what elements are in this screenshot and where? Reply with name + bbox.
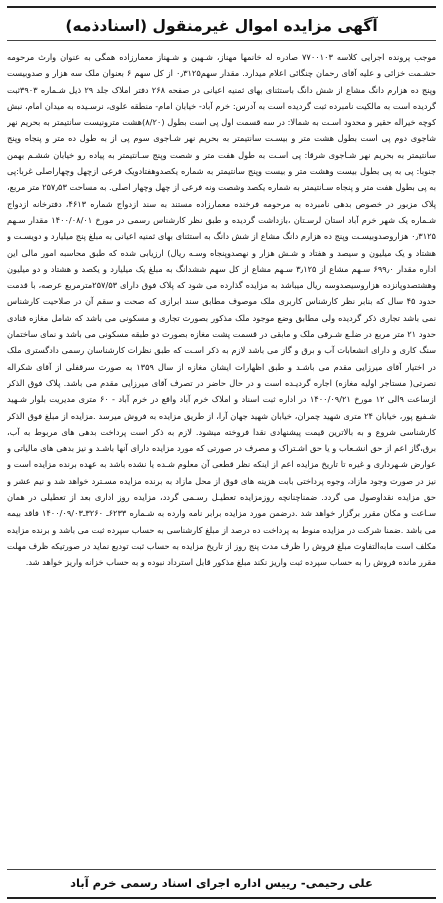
top-rule [7, 6, 436, 8]
notice-signature: علی رحیمی- رییس اداره اجرای اسناد رسمی خرم آباد [7, 869, 436, 895]
bottom-rule [7, 897, 436, 899]
notice-body [7, 49, 436, 865]
notice-body-text: موجب پرونده اجرایی کلاسه ۷۷۰۰۱۰۳ صادره له خانمها مهناز، شـهین و شـهناز معمارزاده همگی به عنوان وارث مرحومه حشـمت خزائی و علیه آقای رحمان چنگائی اعلام میدارد. مقدار سهم۰٫۳۱۲۵ از کل سهم ۶ بعنوان ملک سه هزار و صدوبیست وپنج ده هزارم دانگ مشاع از شش دانگ باستثنای بهای ثمنیه اعیانی در صفحه ۲۶۸ دفتر املاک جلد ۲۹ ذیل شـماره ۳۹۰۳ثبت گردیده است به مالکیت نامبرده ثبت گردیده است به آدرس: خرم آباد- خیابان امام- منطقه علوی، نرسـیده به میدان امام، نبش کوچه خیراله حقیر و محدود اسـت به شمالا: در سه قسمت اول پی است بطول (۸/۲۰)هشت مترونیست سانتیمتر به بحریم نهر شاجوی دوم پی است بطول هشت متر و بیسـت سانتیمتر به بحریم نهر شـاجوی سوم پی از به طول ده متر و پنجاه وپنج سانتیمتر به بحریم نهر شـاجوی شرقا: پی اسـت به طول هفت متر و شصت وپنج سـانتیمتر به پیاده رو خیابان ششـم بهمن جنوبا: پی به پی بطول بیست وهشت متر و بیست وپنج سانتیمتر به شماره یکصدوهفتادویک فرعی ازچهل وچهاراصلی غربا:پی به پی بطول هفت متر و پنجاه سـانتیمتر به شماره یکصد وشصت ونه فرعی از چهل وچهار اصلی. به مساحت ۲۵۷٫۵۳ متر مربع، پلاک مزبور در خصوص بدهی نامبرده به مرحومه فرخنده معمارزاده مستند به سند ازدواج شماره ۴۶۱۳، دفترخانه ازدواج شـماره یک شهر خرم آباد استان لرسـتان ،بازداشت گردیده و طبق نظر کارشناس رسمی در مورخ ۱۴۰۰/۰۸/۰۱ مقدار سـهم ۰٫۳۱۲۵ هزاروصدوبیسـت وپنج ده هزارم دانگ مشاع از شش دانگ به استثنای بهای ثمنیه اعیانی به مبلغ پنج میلیارد و دویسـت و هشتاد و یک میلیون و سیصد و هفتاد و شـش هزار و نهصدوپنجاه وسـه ریال) ارزیابی شده که طبق محاسبه امور مالی این اداره مقدار ۶۹۹٫۰ سـهم مشاع از ۳٫۱۲۵ سـهم مشاع از کل سهم ششدانگ به مبلغ یک میلیارد و یکصد و هشتاد و دو میلیون وهشتصدوپانزده هزاروسیصدوسه ریال میباشد به مزایده گذارده می شود که پلاک فوق دارای ۲۵۷/۵۳مترمربع عرصه، با قدمت حدود ۴۵ سال که بنابر نظر کارشناس کاربری ملک موصوف مطابق سند ابرازی که صحت و سقم آن در صلاحیت کارشناس نمی باشد تجاری ذکر گردیده ولی مطابق وضع موجود ملک مذکور بصورت تجاری و مسکونی می باشد که شامل مغازه قنادی حدود ۲۱ متر مربع در ضلـع شـرقی ملک و مابقی در قسمت پشت مغازه بصورت دو طبقه مسکونی می باشد و نمای ساختمان سنگ کاری و دارای انشعابات آب و برق و گاز می باشد لازم به ذکر اسـت که طبق نظرات کارشناسان رسمی دادگستری ملک در اختیار آقای میرزایی مقدم می باشـد و طبق اظهارات ایشان مغازه از سال ۱۳۵۹ به صورت سرقفلی از آقای شکراله نصرتی( مستاجر اولیه مغازه) اجاره گردیـده است و در حال حاضر در تصرف آقای میرزایی مقدم می باشد. پلاک فوق الذکر ازساعت ۹الی ۱۲ مورخ ۱۴۰۰/۰۹/۲۱ در اداره ثبت اسناد و املاک خرم آباد واقع در خرم آباد - ۶۰ متری مدیریت بلوار شـهید شـفیع پور، خیابان ۲۴ متری شهید چمران، خیابان شهید جهان آرا، از طریق مزایده به فروش میرسد .مزایده از مبلغ فوق الذکر کارشناسی شروع و به بالاترین قیمت پیشنهادی نقدا فروخته میشود. لازم به ذکر است پرداخت بدهی های مربوط به آب، برق،گاز اعم از حق انشـعاب و یا حق اشـتراک و مصرف در صورتی که مورد مزایده دارای آنها باشـد و نیز بدهی های مالیاتی و عوارض شـهرداری و غیره تا تاریخ مزایده اعم از اینکه نظر قطعی آن معلوم شـده یا نشده باشد به عهده برنده مزایده است و نیز در صورت وجود مازاد، وجوه پرداختی بابت هزینه های فوق از محل مازاد به برنده مزایده مسـترد خواهد شد و نیم عشر و حق مزایده نقداوصول می گردد. ضمناچنانچه روزمزایده تعطیـل رسـمی گردد، مزایده روز اداری بعد از تعطیلی در همان سـاعت و مکان مقرر برگزار خواهد شد .درضمن مورد مزایده برابر نامه وارده به شـماره ۶۲۳۳ـ ۳۲۶۰ـ۱۴۰۰/۰۹/۰۳ فاقد بیمه می باشد .ضمنا شرکت در مزایده منوط به پرداخت ده درصد از مبلغ کارشناسی به حساب سپرده ثبت می باشد و برنده مزایده مکلف است مابه‌التفاوت مبلغ فروش را ظرف مدت پنج روز از تاریخ مزایده به حساب ثبت تودیع نماید در صورتیکه ظرف مهلت مقرر مانده فروش را به حساب سپرده ثبت واریز نکند مبلغ مذکور قابل استرداد نبوده و به حساب خزانه واریز خواهد شد. [7, 52, 436, 568]
notice-title: آگهی مزایده اموال غیرمنقول (اسنادذمه) [7, 12, 436, 41]
